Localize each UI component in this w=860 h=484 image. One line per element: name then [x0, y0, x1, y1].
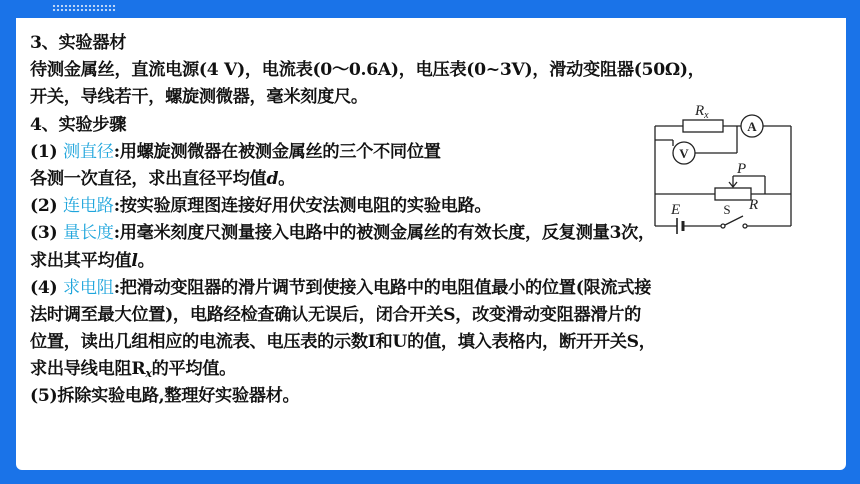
step-4-text-d-pre: 求出导线电阻R: [30, 359, 146, 380]
dot-pattern-decoration: [52, 4, 116, 12]
slider-p-label: P: [737, 161, 747, 177]
rx-label: $R_x$: [695, 103, 709, 121]
step-3-variable: l: [131, 250, 138, 271]
step-2-number: (2): [30, 196, 64, 217]
top-banner: [0, 0, 860, 16]
rheostat-r-label: R: [749, 197, 759, 213]
step-4-line-a: [30, 275, 836, 302]
step-1-text-a: :用螺旋测微器在被测金属丝的三个不同位置: [113, 141, 441, 162]
step-1-variable: d: [266, 168, 279, 189]
source-e-label: E: [671, 202, 681, 218]
step-3-text-b: 求出其平均值: [30, 250, 132, 271]
step-2-text: :按实验原理图连接好用伏安法测电阻的实验电路。: [113, 196, 492, 217]
voltmeter-label: V: [679, 146, 689, 161]
step-3-number: (3): [30, 223, 64, 244]
rx-resistor: [683, 120, 723, 132]
step-4-number: (4): [30, 277, 64, 298]
step-4-rx-subscript: x: [145, 367, 152, 381]
step-4-line-d: [30, 356, 836, 383]
step-4-text-a: :把滑动变阻器的滑片调节到使接入电路中的电阻值最小的位置(限流式接: [113, 277, 652, 298]
step-4-keyword: 求电阻: [63, 277, 114, 298]
step-3-keyword: 量长度: [63, 223, 114, 244]
step-4-line-b: 法时调至最大位置)，电路经检查确认无误后，闭合开关S，改变滑动变阻器滑片的: [30, 304, 642, 325]
step-3-line-b: [30, 248, 836, 275]
step-1-end: 。: [278, 168, 296, 189]
step-3-end: 。: [137, 250, 155, 271]
materials-line-2: 开关，导线若干，螺旋测微器，毫米刻度尺。: [30, 87, 368, 108]
step-2-keyword: 连电路: [63, 196, 114, 217]
content-card: [16, 18, 846, 470]
circuit-diagram: [641, 98, 801, 238]
materials-line-1: 待测金属丝，直流电源(4 V)，电流表(0～0.6A)，电压表(0~3V)，滑动变阻器(50Ω)，: [30, 60, 705, 81]
ammeter-label: A: [747, 119, 757, 134]
step-5-line: (5)拆除实验电路,整理好实验器材。: [30, 386, 300, 407]
step-1-keyword: 测直径: [63, 141, 114, 162]
step-1-number: (1): [30, 141, 64, 162]
rheostat-resistor: [715, 188, 751, 200]
step-4-text-d-post: 的平均值。: [151, 359, 237, 380]
step-3-text-a: :用毫米刻度尺测量接入电路中的被测金属丝的有效长度，反复测量3次，: [113, 223, 655, 244]
switch-s-label: S: [723, 202, 731, 217]
materials-heading: 3、实验器材: [30, 33, 127, 53]
steps-heading: 4、实验步骤: [30, 114, 127, 135]
step-1-text-b: 各测一次直径，求出直径平均值: [30, 168, 267, 189]
step-4-line-c: 位置，读出几组相应的电流表、电压表的示数I和U的值，填入表格内，断开开关S，: [30, 332, 656, 353]
